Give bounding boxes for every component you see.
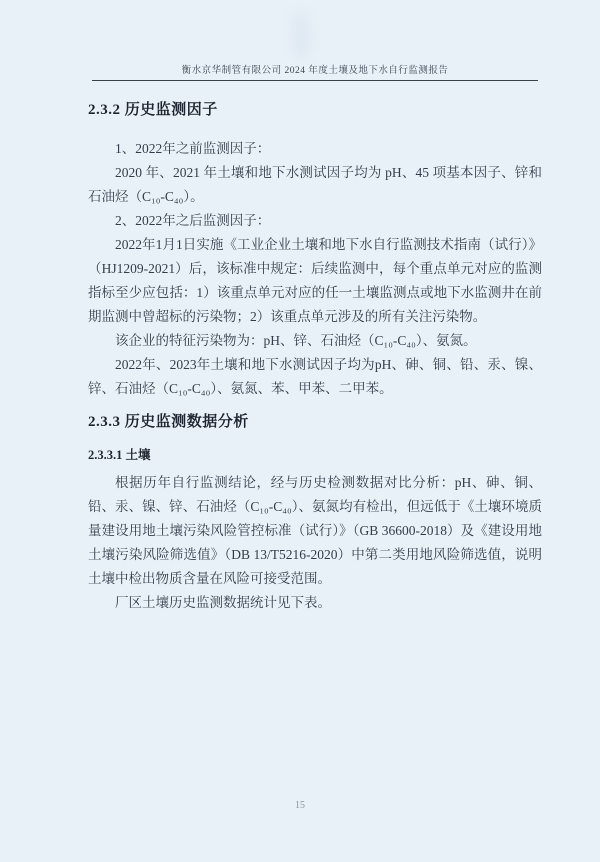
paragraph-hj1209-standard: 2022年1月1日实施《工业企业土壤和地下水自行监测技术指南（试行）》（HJ1209-2021）后，该标准中规定：后续监测中，每个重点单元对应的监测指标至少应包括：1）该重点单元对应的任一土壤监测点或地下水监测井在前期监测中曾超标的污染物；2）该重点单元涉及的所有关注污染物。 xyxy=(88,237,542,324)
paragraph-characteristic-pollutants: 该企业的特征污染物为：pH、锌、石油烃（C₁₀-C₄₀）、氨氮。 xyxy=(115,333,477,348)
scan-artifact xyxy=(290,10,312,60)
section-2-3-3-heading: 2.3.3 历史监测数据分析 xyxy=(88,414,249,430)
paragraph-2020-2021-factors: 2020 年、2021 年土壤和地下水测试因子均为 pH、45 项基本因子、锌和石油烃（C₁₀-C₄₀）。 xyxy=(88,165,542,204)
header-title: 衡水京华制管有限公司 2024 年度土壤及地下水自行监测报告 xyxy=(181,66,449,76)
paragraph-pre-2022-label: 1、2022年之前监测因子： xyxy=(115,141,271,156)
paragraph-2022-2023-factors: 2022年、2023年土壤和地下水测试因子均为pH、砷、铜、铅、汞、镍、锌、石油烃（C₁₀-C₄₀）、氨氮、苯、甲苯、二甲苯。 xyxy=(88,357,542,396)
section-2-3-3-1-subheading: 2.3.3.1 土壤 xyxy=(88,448,151,462)
paragraph-soil-analysis: 根据历年自行监测结论，经与历史检测数据对比分析：pH、砷、铜、铅、汞、镍、锌、石油烃（C₁₀-C₄₀）、氨氮均有检出，但远低于《土壤环境质量建设用地土壤污染风险管控标准（试行）》（GB 36600-2018）及《建设用地土壤污染风险筛选值》（DB 13/T5216-2020）中第二类用地风险筛选值，说明土壤中检出物质含量在风险可接受范围。 xyxy=(88,475,542,586)
section-2-3-2-heading: 2.3.2 历史监测因子 xyxy=(88,102,218,118)
page-number: 15 xyxy=(295,800,305,811)
paragraph-post-2022-label: 2、2022年之后监测因子： xyxy=(115,213,271,228)
page-content xyxy=(88,100,542,615)
paragraph-table-reference: 厂区土壤历史监测数据统计见下表。 xyxy=(115,595,331,610)
page-header xyxy=(92,62,538,81)
